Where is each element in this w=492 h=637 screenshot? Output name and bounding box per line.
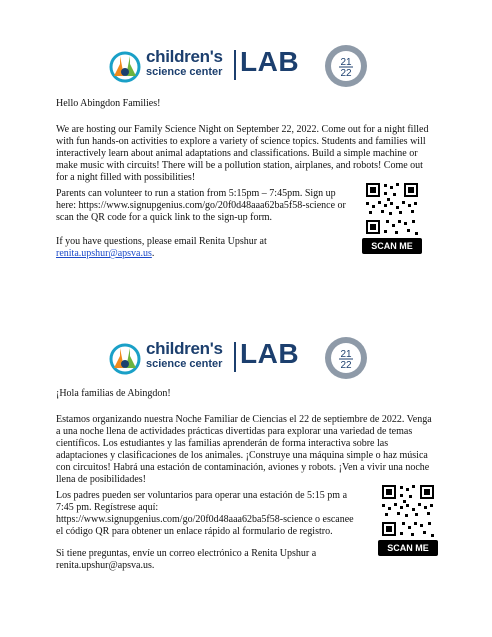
science-lab-flask-icon — [108, 50, 142, 84]
qr-code-english[interactable] — [362, 180, 422, 256]
qr-code-icon — [362, 180, 422, 238]
english-volunteer — [56, 188, 356, 224]
brand-name: children's — [146, 339, 223, 358]
header-logo-english — [108, 44, 378, 90]
header-logo-spanish — [108, 336, 378, 382]
email-link[interactable]: renita.upshur@apsva.us — [56, 248, 152, 259]
english-questions — [56, 236, 356, 260]
brand-divider — [234, 50, 236, 80]
science-lab-flask-icon — [108, 342, 142, 376]
anniversary-seal-icon — [324, 44, 368, 88]
english-greeting — [56, 98, 436, 110]
questions-text: If you have questions, please email Renita Upshur at — [56, 236, 267, 247]
volunteer-text: Parents can volunteer to run a station from 5:15pm – 7:45pm. Sign up here: https://www.signupgenius.com/go/20f0d48aaa62ba5f58-science or scan the QR code for a quick link to the sign-up form. — [56, 188, 346, 223]
seal-number-bottom: 22 — [340, 360, 352, 371]
spanish-volunteer — [56, 490, 356, 538]
english-intro — [56, 124, 436, 184]
brand-subtitle: science center — [146, 358, 223, 370]
brand-lab: LAB — [240, 338, 300, 369]
intro-text: Estamos organizando nuestra Noche Familiar de Ciencias el 22 de septiembre de 2022. Venga a una noche llena de actividades prácticas divertidas para explorar una variedad de temas científicos. Los estudiantes y las familias aprenderán de forma interactiva sobre las adaptaciones y clasificaciones de los animales. ¡Construye una máquina simple o haz música con circuitos! Habrá una estación de contaminación, aviones y robots. ¡Ven a vivir una noche llena de posibilidades! — [56, 414, 432, 485]
qr-code-icon — [378, 482, 438, 540]
spanish-greeting — [56, 388, 436, 400]
questions-text: Si tiene preguntas, envíe un correo electrónico a Renita Upshur a renita.upshur@apsva.us. — [56, 548, 317, 571]
intro-text: We are hosting our Family Science Night on September 22, 2022. Come out for a night filled with fun hands-on activities to explore a variety of science topics. Students and families will interactively learn about animal adaptations and classifications. Build a simple machine or make music with circuits! There will be a pollution station, airplanes, and robots! Come out for a night filled with possibilities! — [56, 124, 429, 183]
seal-number-top: 21 — [340, 57, 352, 68]
volunteer-text: Los padres pueden ser voluntarios para operar una estación de 5:15 pm a 7:45 pm. Regístrese aquí: https://www.signupgenius.com/go/20f0d48aaa62ba5f58-science o escanee el código QR para obtener un enlace rápido al formulario de registro. — [56, 490, 354, 537]
scan-me-label: SCAN ME — [362, 238, 422, 254]
anniversary-seal-icon — [324, 336, 368, 380]
spanish-intro — [56, 414, 436, 486]
seal-number-bottom: 22 — [340, 68, 352, 79]
spanish-questions — [56, 548, 356, 572]
scan-me-label: SCAN ME — [378, 540, 438, 556]
brand-divider — [234, 342, 236, 372]
brand-name: children's — [146, 47, 223, 66]
qr-code-spanish[interactable] — [378, 482, 438, 558]
email-suffix: . — [151, 248, 155, 259]
brand-lab: LAB — [240, 46, 300, 77]
brand-subtitle: science center — [146, 66, 223, 78]
greeting-text: ¡Hola familias de Abingdon! — [56, 388, 171, 399]
greeting-text: Hello Abingdon Families! — [56, 98, 161, 109]
seal-number-top: 21 — [340, 349, 352, 360]
